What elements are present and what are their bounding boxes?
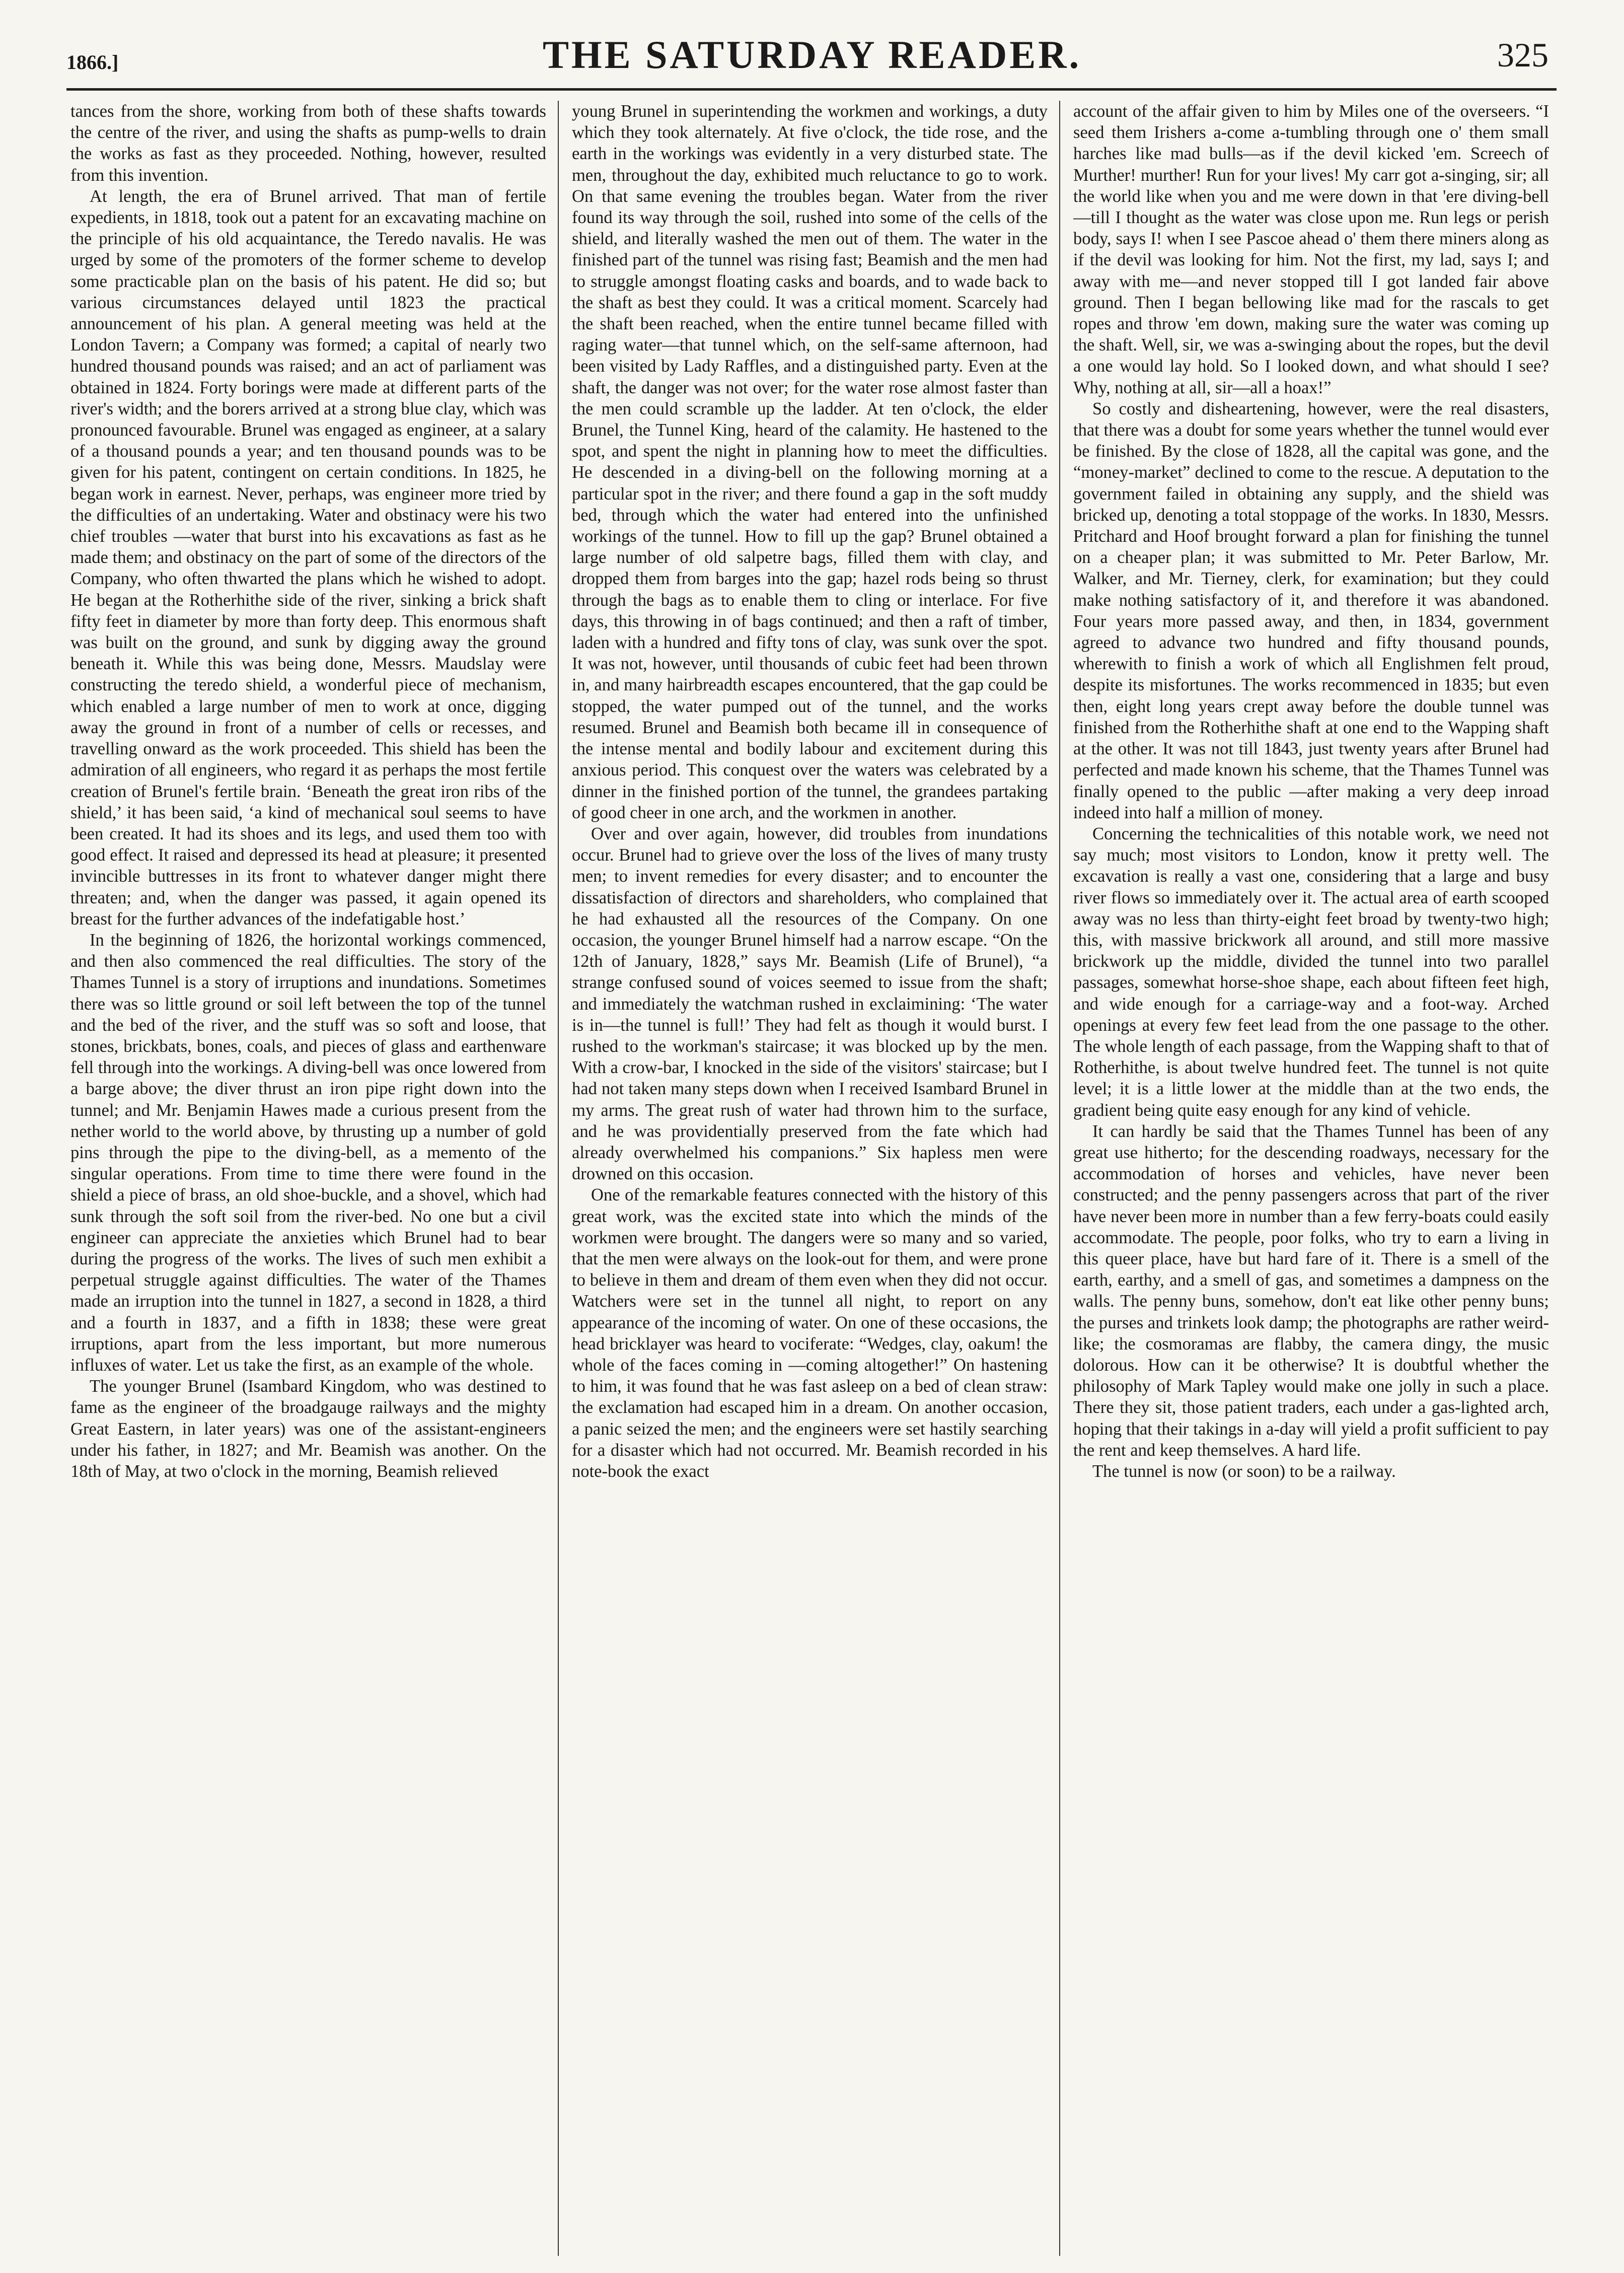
masthead-title: THE SATURDAY READER. xyxy=(542,33,1082,77)
paragraph: It can hardly be said that the Thames Tunnel has been of any great use hitherto; for the descending roadways, necessary for the accommodation of horses and vehicles, have never been constructed; and the penny passengers across that part of the river have never been more in number than a few ferry-boats could easily accommodate. The people, poor folks, who try to earn a living in this queer place, have but hard fare of it. There is a smell of the earth, earthy, and a smell of gas, and sometimes a dampness on the walls. The penny buns, somehow, don't eat like other penny buns; the purses and trinkets look damp; the photographs are rather weird-like; the cosmoramas are flabby, the camera dingy, the music dolorous. How can it be otherwise? It is doubtful whether the philosophy of Mark Tapley would make one jolly in such a place. There they sit, those patient traders, each under a gas-lighted arch, hoping that their takings in a-day will yield a profit sufficient to pay the rent and keep themselves. A hard life. xyxy=(1073,1121,1549,1460)
paragraph: young Brunel in superintending the workmen and workings, a duty which they took alternately. At five o'clock, the tide rose, and the earth in the workings was evidently in a very disturbed state. The men, throughout the day, exhibited much reluctance to go to work. On that same evening the troubles began. Water from the river found its way through the soil, rushed into some of the cells of the shield, and literally washed the men out of them. The water in the finished part of the tunnel was rising fast; Beamish and the men had to struggle amongst floating casks and boards, and to wade back to the shaft as best they could. It was a critical moment. Scarcely had the shaft been reached, when the entire tunnel became filled with raging water—that tunnel which, on the self-same afternoon, had been visited by Lady Raffles, and a distinguished party. Even at the shaft, the danger was not over; for the water rose almost faster than the men could scramble up the ladder. At ten o'clock, the elder Brunel, the Tunnel King, heard of the calamity. He hastened to the spot, and spent the night in planning how to meet the difficulties. He descended in a diving-bell on the following morning at a particular spot in the river; and there found a gap in the soft muddy bed, through which the water had entered into the unfinished workings of the tunnel. How to fill up the gap? Brunel obtained a large number of old salpetre bags, filled them with clay, and dropped them from barges into the gap; hazel rods being so thrust through the bags as to enable them to cling or interlace. For five days, this throwing in of bags continued; and then a raft of timber, laden with a hundred and fifty tons of clay, was sunk over the spot. It was not, however, until thousands of cubic feet had been thrown in, and many hairbreadth escapes encountered, that the gap could be stopped, the water pumped out of the tunnel, and the works resumed. Brunel and Beamish both became ill in consequence of the intense mental and bodily labour and excitement during this anxious period. This conquest over the waters was celebrated by a dinner in the finished portion of the tunnel, the grandees partaking of good cheer in one arch, and the workmen in another. xyxy=(572,102,1048,822)
paragraph: Concerning the technicalities of this notable work, we need not say much; most visitors to London, know it pretty well. The excavation is really a vast one, considering that a large and busy river flows so immediately over it. The actual area of earth scooped away was no less than thirty-eight feet broad by twenty-two high; this, with massive brickwork all around, and still more massive brickwork up the middle, divided the tunnel into two parallel passages, somewhat horse-shoe shape, each about fifteen feet high, and wide enough for a carriage-way and a foot-way. Arched openings at every few feet lead from the one passage to the other. The whole length of each passage, from the Wapping shaft to that of Rotherhithe, is about twelve hundred feet. The tunnel is not quite level; it is a little lower at the middle than at the two ends, the gradient being quite easy enough for any kind of vehicle. xyxy=(1073,824,1549,1120)
article-column-3 xyxy=(1073,101,1549,2261)
paragraph: One of the remarkable features connected with the history of this great work, was the excited state into which the minds of the workmen were brought. The dangers were so many and so varied, that the men were always on the look-out for them, and were prone to believe in them and dream of them even when they did not occur. Watchers were set in the tunnel all night, to report on any appearance of the incoming of water. On one of these occasions, the head bricklayer was heard to vociferate: “Wedges, clay, oakum! the whole of the faces coming in —coming altogether!” On hastening to him, it was found that he was fast asleep on a bed of clean straw: the exclamation had escaped him in a dream. On another occasion, a panic seized the men; and the engineers were set hastily searching for a disaster which had not occurred. Mr. Beamish recorded in his note-book the exact xyxy=(572,1185,1048,1481)
paragraph: Over and over again, however, did troubles from inundations occur. Brunel had to grieve over the loss of the lives of many trusty men; to invent remedies for every disaster; and to encounter the dissatisfaction of directors and shareholders, who complained that he had exhausted all the resources of the Company. On one occasion, the younger Brunel himself had a narrow escape. “On the 12th of January, 1828,” says Mr. Beamish (Life of Brunel), “a strange confused sound of voices seemed to issue from the shaft; and immediately the watchman rushed in exclaimining: ‘The water is in—the tunnel is full!’ They had felt as though it would burst. I rushed to the workman's staircase; it was blocked up by the men. With a crow-bar, I knocked in the side of the visitors' staircase; but I had not taken many steps down when I received Isambard Brunel in my arms. The great rush of water had thrown him to the surface, and he was providentially preserved from the fate which had already overwhelmed his companions.” Six hapless men were drowned on this occasion. xyxy=(572,824,1048,1184)
paragraph: At length, the era of Brunel arrived. That man of fertile expedients, in 1818, took out a patent for an excavating machine on the principle of his old acquaintance, the Teredo navalis. He was urged by some of the promoters of the former scheme to develop some practicable plan on the basis of his patent. He did so; but various circumstances delayed until 1823 the practical announcement of his plan. A general meeting was held at the London Tavern; a Company was formed; a capital of nearly two hundred thousand pounds was raised; and an act of parliament was obtained in 1824. Forty borings were made at different parts of the river's width; and the borers arrived at a strong blue clay, which was pronounced favourable. Brunel was engaged as engineer, at a salary of a thousand pounds a year; and ten thousand pounds was to be given for his patent, contingent on certain conditions. In 1825, he began work in earnest. Never, perhaps, was engineer more tried by the difficulties of an undertaking. Water and obstinacy were his two chief troubles —water that burst into his excavations as fast as he made them; and obstinacy on the part of some of the directors of the Company, who often thwarted the plans which he wished to adopt. He began at the Rotherhithe side of the river, sinking a brick shaft fifty feet in diameter by more than forty deep. This enormous shaft was built on the ground, and sunk by digging away the ground beneath it. While this was being done, Messrs. Maudslay were constructing the teredo shield, a wonderful piece of mechanism, which enabled a large number of men to work at once, digging away the ground in front of a number of cells or recesses, and travelling onward as the work proceeded. This shield has been the admiration of all engineers, who regard it as perhaps the most fertile creation of Brunel's fertile brain. ‘Beneath the great iron ribs of the shield,’ it has been said, ‘a kind of mechanical soul seems to have been created. It had its shoes and its legs, and used them too with good effect. It raised and depressed its head at pleasure; it presented invincible buttresses in its front to whatever danger might there threaten; and, when the danger was passed, it again opened its breast for the further advances of the indefatigable host.’ xyxy=(70,186,546,929)
article-column-1 xyxy=(70,101,546,2261)
header-year: 1866.] xyxy=(66,51,119,74)
paragraph: So costly and disheartening, however, were the real disasters, that there was a doubt for some years whether the tunnel would ever be finished. By the close of 1828, all the capital was gone, and the “money-market” declined to come to the rescue. A deputation to the government failed in obtaining any supply, and the shield was bricked up, denoting a total stoppage of the works. In 1830, Messrs. Pritchard and Hoof brought forward a plan for finishing the tunnel on a cheaper plan; it was submitted to Mr. Peter Barlow, Mr. Walker, and Mr. Tierney, clerk, for examination; but they could make nothing satisfactory of it, and therefore it was abandoned. Four years more passed away, and then, in 1834, government agreed to advance two hundred and fifty thousand pounds, wherewith to finish a work of which all Englishmen felt proud, despite its misfortunes. The works recommenced in 1835; but even then, eight long years crept away before the double tunnel was finished from the Rotherhithe shaft at one end to the Wapping shaft at the other. It was not till 1843, just twenty years after Brunel had perfected and made known his scheme, that the Thames Tunnel was finally opened to the public —after making a very deep inroad indeed into half a million of money. xyxy=(1073,399,1549,822)
article-column-2 xyxy=(572,101,1048,2261)
paragraph: The younger Brunel (Isambard Kingdom, who was destined to fame as the engineer of the broadgauge railways and the mighty Great Eastern, in later years) was one of the assistant-engineers under his father, in 1827; and Mr. Beamish was another. On the 18th of May, at two o'clock in the morning, Beamish relieved xyxy=(70,1377,546,1481)
page-number: 325 xyxy=(1497,36,1548,74)
paragraph: account of the affair given to him by Miles one of the overseers. “I seed them Irishers a-come a-tumbling through one o' them small harches like mad bulls—as if the devil kicked 'em. Screech of Murther! murther! Run for your lives! My carr got a-singing, sir; all the world like when you and me were down in that 'ere diving-bell—till I thought as the water was close upon me. Run legs or perish body, says I! when I see Pascoe ahead o' them there miners along as if the devil was looking for him. Not the first, my lad, says I; and away with me—and never stopped till I got landed fair above ground. Then I began bellowing like mad for the rascals to get ropes and throw 'em down, making sure the water was coming up the shaft. Well, sir, we was a-swinging about the ropes, but the devil a one would lay hold. So I looked down, and what should I see? Why, nothing at all, sir—all a hoax!” xyxy=(1073,102,1549,397)
column-separator xyxy=(558,101,559,2256)
column-separator xyxy=(1059,101,1060,2256)
paragraph: In the beginning of 1826, the horizontal workings commenced, and then also commenced the real difficulties. The story of the Thames Tunnel is a story of irruptions and inundations. Sometimes there was so little ground or soil left between the top of the tunnel and the bed of the river, and the stuff was so soft and loose, that stones, brickbats, bones, coals, and pieces of glass and earthenware fell through into the workings. A diving-bell was once lowered from a barge above; the diver thrust an iron pipe right down into the tunnel; and Mr. Benjamin Hawes made a curious present from the nether world to the world above, by thrusting up a number of gold pins through the pipe to the diving-bell, as a memento of the singular operations. From time to time there were found in the shield a piece of brass, an old shoe-buckle, and a shovel, which had sunk through the soft soil from the river-bed. No one but a civil engineer can appreciate the anxieties which Brunel had to bear during the progress of the works. The lives of such men exhibit a perpetual struggle against difficulties. The water of the Thames made an irruption into the tunnel in 1827, a second in 1828, a third and a fourth in 1837, and a fifth in 1838; these were great irruptions, apart from the less important, but more numerous influxes of water. Let us take the first, as an example of the whole. xyxy=(70,930,546,1375)
header-rule xyxy=(66,88,1557,91)
paragraph: The tunnel is now (or soon) to be a railway. xyxy=(1092,1462,1396,1481)
paragraph: tances from the shore, working from both of these shafts towards the centre of the river, and using the shafts as pump-wells to drain the works as fast as they proceeded. Nothing, however, resulted from this invention. xyxy=(70,102,546,185)
